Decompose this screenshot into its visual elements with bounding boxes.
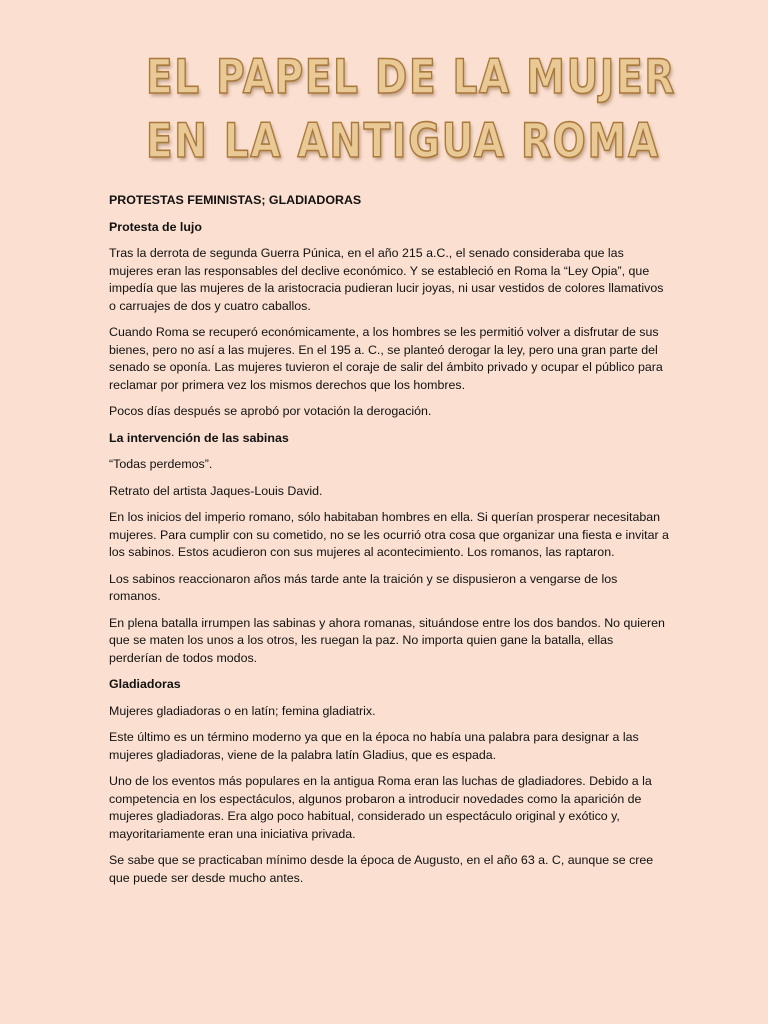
portrait-caption: Retrato del artista Jaques-Louis David. [109, 483, 323, 498]
title-line-2: EN LA ANTIGUA ROMA [146, 114, 660, 169]
subheading-sabinas: La intervención de las sabinas [109, 430, 289, 445]
paragraph: Los sabinos reaccionaron años más tarde ante la traición y se dispusieron a vengarse de los romanos. [109, 571, 618, 603]
paragraph: Uno de los eventos más populares en la antigua Roma eran las luchas de gladiadores. Debido a la competencia en los espectáculos, algunos probaron a introducir novedades como la aparición de mujeres gladiadoras. Era algo poco habitual, considerado un espectáculo original y exótico y, mayoritariamente eran una iniciativa privada. [109, 774, 652, 841]
subheading-gladiadoras: Gladiadoras [109, 677, 181, 691]
paragraph: Tras la derrota de segunda Guerra Púnica, en el año 215 a.C., el senado consideraba que las mujeres eran las responsables del declive económico. Y se estableció en Roma la “Ley Opia”, que impedía que las mujeres de la aristocracia pudieran lucir joyas, ni usar vestidos de colores llamativos o carruajes de dos y cuatro caballos. [109, 246, 664, 313]
subheading-protesta-de-lujo: Protesta de lujo [109, 219, 202, 234]
paragraph: Pocos días después se aprobó por votación la derogación. [109, 404, 432, 418]
article-body [109, 192, 669, 896]
paragraph: Este último es un término moderno ya que en la época no había una palabra para designar a las mujeres gladiadoras, viene de la palabra latín Gladius, que es espada. [109, 730, 639, 762]
section-heading: PROTESTAS FEMINISTAS; GLADIADORAS [109, 193, 362, 207]
paragraph: Se sabe que se practicaban mínimo desde la época de Augusto, en el año 63 a. C, aunque se cree que puede ser desde mucho antes. [109, 853, 654, 885]
paragraph: Mujeres gladiadoras o en latín; femina gladiatrix. [109, 703, 376, 718]
paragraph: Cuando Roma se recuperó económicamente, a los hombres se les permitió volver a disfrutar de sus bienes, pero no así a las mujeres. En el 195 a. C., se planteó derogar la ley, pero una gran parte del senado se oponía. Las mujeres tuvieron el coraje de salir del ámbito privado y ocupar el público para reclamar por primera vez los mismos derechos que los hombres. [109, 325, 663, 392]
title-line-1: EL PAPEL DE LA MUJER [146, 50, 677, 105]
paragraph: En plena batalla irrumpen las sabinas y ahora romanas, situándose entre los dos bandos. No quieren que se maten los unos a los otros, les ruegan la paz. No importa quien gane la batalla, ellas perderían de todos modos. [109, 615, 665, 665]
paragraph: En los inicios del imperio romano, sólo habitaban hombres en ella. Si querían prosperar necesitaban mujeres. Para cumplir con su cometido, no se les ocurrió otra cosa que organizar una fiesta e invitar a los sabinos. Estos acudieron con sus mujeres al acontecimiento. Los romanos, las raptaron. [109, 510, 669, 559]
document-title [146, 46, 676, 174]
quote-line: “Todas perdemos”. [109, 457, 213, 471]
